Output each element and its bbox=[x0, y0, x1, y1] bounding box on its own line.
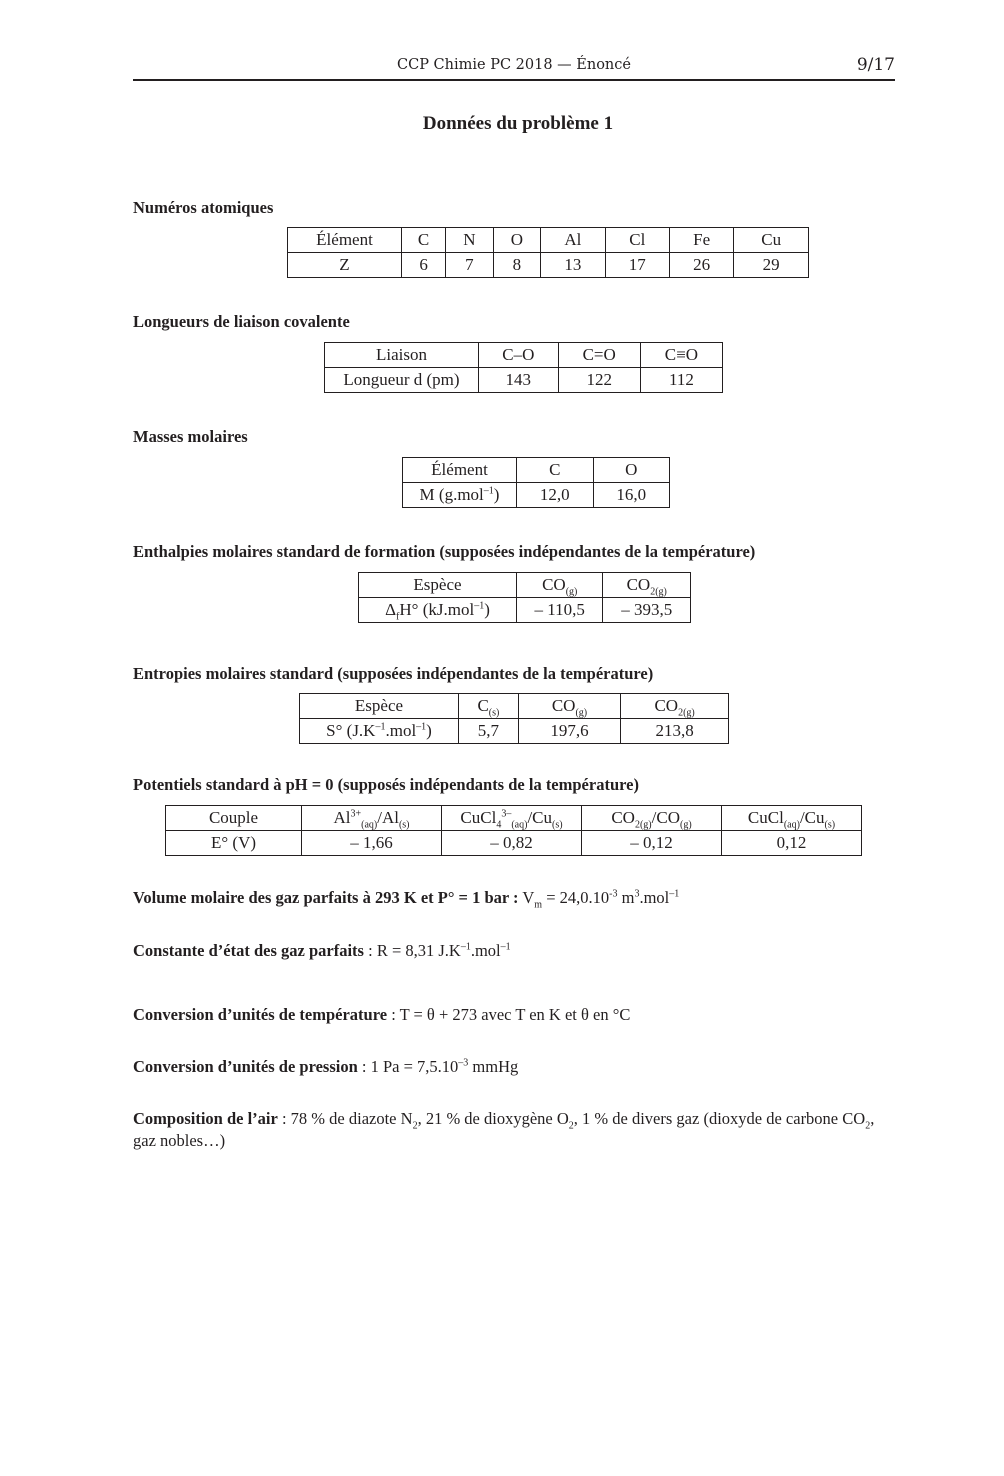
potential-table bbox=[165, 805, 862, 856]
table-cell: C bbox=[402, 228, 446, 253]
table-cell: C–O bbox=[479, 343, 559, 368]
section-heading-atomic: Numéros atomiques bbox=[133, 198, 274, 217]
table-cell: C=O bbox=[558, 343, 640, 368]
table-cell: C bbox=[517, 458, 594, 483]
gas-constant-line: Constante d’état des gaz parfaits : R = 8,31 $J.K^{-1}.mol^{-1}$ bbox=[133, 941, 511, 960]
atomic-number-table bbox=[287, 227, 809, 278]
table-cell: $C_{(s)}$ bbox=[459, 694, 519, 719]
table-cell: $CO_{(g)}$ bbox=[517, 573, 603, 598]
table-row bbox=[325, 343, 723, 368]
table-cell: N bbox=[446, 228, 494, 253]
table-cell: Liaison bbox=[325, 343, 479, 368]
section-heading-potentials: Potentiels standard à pH = 0 (supposés indépendants de la température) bbox=[133, 775, 639, 794]
table-row bbox=[166, 831, 862, 856]
table-cell: $CO_{2(g)}$ bbox=[621, 694, 729, 719]
section-heading-masses: Masses molaires bbox=[133, 427, 248, 446]
molar-mass-table bbox=[402, 457, 670, 508]
table-row bbox=[359, 573, 691, 598]
table-cell: 122 bbox=[558, 368, 640, 393]
table-cell: Couple bbox=[166, 806, 302, 831]
header-title: CCP Chimie PC 2018 — Énoncé bbox=[397, 57, 631, 73]
table-row bbox=[300, 719, 729, 744]
table-row bbox=[403, 483, 670, 508]
table-row bbox=[300, 694, 729, 719]
table-cell: – 1,66 bbox=[302, 831, 442, 856]
table-row bbox=[288, 253, 809, 278]
section-heading-entropies: Entropies molaires standard (supposées indépendantes de la température) bbox=[133, 664, 654, 683]
table-row bbox=[166, 806, 862, 831]
table-cell: Élément bbox=[403, 458, 517, 483]
table-cell: $CuCl_4^{3-}_{(aq)}/Cu_{(s)}$ bbox=[442, 806, 582, 831]
table-cell: $CO_{2(g)}/CO_{(g)}$ bbox=[582, 806, 722, 831]
table-cell: Cu bbox=[734, 228, 809, 253]
molar-volume-line: Volume molaire des gaz parfaits à 293 K et P° = 1 bar : $V_m = 24,0.10^{-3}$ $m^3.mol^{-1}$ bbox=[133, 888, 680, 911]
table-cell: 213,8 bbox=[621, 719, 729, 744]
table-cell: S° $(J.K^{-1}.mol^{-1})$ bbox=[300, 719, 459, 744]
entropy-table bbox=[299, 693, 729, 744]
table-cell: – 110,5 bbox=[517, 598, 603, 623]
table-cell: Longueur d (pm) bbox=[325, 368, 479, 393]
table-cell: 7 bbox=[446, 253, 494, 278]
temperature-conversion-line: Conversion d’unités de température : T = θ + 273 avec T en K et θ en °C bbox=[133, 1005, 631, 1024]
table-row bbox=[359, 598, 691, 623]
table-cell: $Al^{3+}_{(aq)}/Al_{(s)}$ bbox=[302, 806, 442, 831]
table-cell: $CuCl_{(aq)}/Cu_{(s)}$ bbox=[722, 806, 862, 831]
section-heading-bonds: Longueurs de liaison covalente bbox=[133, 312, 350, 331]
table-row bbox=[403, 458, 670, 483]
table-cell: 26 bbox=[669, 253, 733, 278]
table-cell: E° (V) bbox=[166, 831, 302, 856]
table-cell: 16,0 bbox=[593, 483, 670, 508]
table-cell: 13 bbox=[541, 253, 605, 278]
section-heading-enthalpies: Enthalpies molaires standard de formation (supposées indépendantes de la température) bbox=[133, 542, 756, 561]
table-cell: 8 bbox=[493, 253, 541, 278]
table-cell: Espèce bbox=[300, 694, 459, 719]
pressure-conversion-line: Conversion d’unités de pression : 1 $Pa = 7,5.10^{-3}$ mmHg bbox=[133, 1057, 519, 1076]
table-cell: $CO_{(g)}$ bbox=[518, 694, 620, 719]
table-cell: 112 bbox=[640, 368, 722, 393]
table-cell: O bbox=[493, 228, 541, 253]
page-title: Données du problème 1 bbox=[422, 113, 614, 134]
table-cell: $CO_{2(g)}$ bbox=[603, 573, 691, 598]
table-cell: Z bbox=[288, 253, 402, 278]
enthalpy-table bbox=[358, 572, 691, 623]
table-cell: Espèce bbox=[359, 573, 517, 598]
table-cell: Al bbox=[541, 228, 605, 253]
table-cell: 197,6 bbox=[518, 719, 620, 744]
table-cell: 5,7 bbox=[459, 719, 519, 744]
table-cell: Fe bbox=[669, 228, 733, 253]
page-number: 9/17 bbox=[856, 55, 895, 75]
table-cell: 12,0 bbox=[517, 483, 594, 508]
table-cell: M (g.mol$^{-1}$) bbox=[403, 483, 517, 508]
table-cell: Cl bbox=[605, 228, 669, 253]
table-row bbox=[288, 228, 809, 253]
table-cell: 0,12 bbox=[722, 831, 862, 856]
table-cell: 29 bbox=[734, 253, 809, 278]
table-cell: – 393,5 bbox=[603, 598, 691, 623]
table-cell: – 0,82 bbox=[442, 831, 582, 856]
table-cell: 143 bbox=[479, 368, 559, 393]
table-cell: $\Delta_fH^\circ$ (kJ.mol$^{-1}$) bbox=[359, 598, 517, 623]
air-composition-paragraph: Composition de l’air : 78 % de diazote $N_2$, 21 % de dioxygène $O_2$, 1 % de divers gaz (dioxyde de carbone $CO_2$, gaz nobles…) bbox=[133, 1109, 875, 1150]
bond-length-table bbox=[324, 342, 723, 393]
table-cell: C≡O bbox=[640, 343, 722, 368]
table-row bbox=[325, 368, 723, 393]
page-header bbox=[133, 55, 895, 81]
table-cell: Élément bbox=[288, 228, 402, 253]
table-cell: – 0,12 bbox=[582, 831, 722, 856]
table-cell: 6 bbox=[402, 253, 446, 278]
table-cell: 17 bbox=[605, 253, 669, 278]
table-cell: O bbox=[593, 458, 670, 483]
